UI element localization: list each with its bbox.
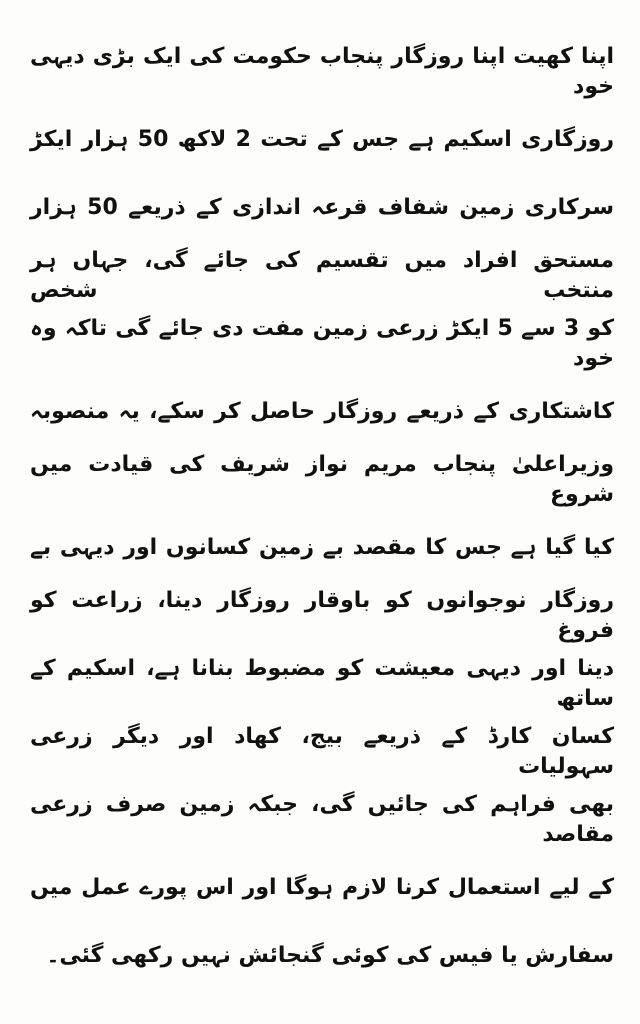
text-line: کو 3 سے 5 ایکڑ زرعی زمین مفت دی جائے گی تاکہ وہ خود — [30, 316, 615, 371]
text-line: اپنا کھیت اپنا روزگار پنجاب حکومت کی ایک بڑی دیہی خود — [30, 44, 614, 99]
article-text — [30, 38, 614, 990]
text-line: کاشتکاری کے ذریعے روزگار حاصل کر سکے، یہ منصوبہ — [30, 399, 614, 424]
text-line: سفارش یا فیس کی کوئی گنجائش نہیں رکھی گئی۔ — [46, 943, 614, 968]
text-line: سرکاری زمین شفاف قرعہ اندازی کے ذریعے 50 ہزار — [30, 195, 614, 220]
text-line-row — [30, 174, 614, 242]
text-line: وزیراعلیٰ پنجاب مریم نواز شریف کی قیادت میں شروع — [30, 452, 614, 507]
text-line-row — [30, 854, 614, 922]
text-line: روزگاری اسکیم ہے جس کے تحت 2 لاکھ 50 ہزار ایکڑ — [30, 127, 615, 152]
text-line-row — [30, 718, 614, 786]
text-line-row — [30, 922, 614, 990]
text-line: کسان کارڈ کے ذریعے بیج، کھاد اور دیگر زرعی سہولیات — [30, 724, 614, 779]
text-line-row — [30, 446, 614, 514]
text-line: روزگار نوجوانوں کو باوقار روزگار دینا، زراعت کو فروغ — [30, 588, 614, 643]
text-line-row — [30, 106, 614, 174]
text-line-row — [30, 38, 614, 106]
text-line-row — [30, 242, 614, 310]
text-line-row — [30, 582, 614, 650]
text-line-row — [30, 378, 614, 446]
text-line-row — [30, 650, 614, 718]
text-line: بھی فراہم کی جائیں گی، جبکہ زمین صرف زرعی مقاصد — [30, 792, 614, 847]
text-line: دینا اور دیہی معیشت کو مضبوط بنانا ہے، اسکیم کے ساتھ — [30, 656, 614, 711]
text-line: مستحق افراد میں تقسیم کی جائے گی، جہاں ہر منتخب شخص — [30, 248, 614, 303]
text-line-row — [30, 786, 614, 854]
text-line: کے لیے استعمال کرنا لازم ہوگا اور اس پورے عمل میں — [30, 875, 614, 900]
text-line-row — [30, 514, 614, 582]
text-line-row — [30, 310, 614, 378]
text-line: کیا گیا ہے جس کا مقصد بے زمین کسانوں اور دیہی بے — [30, 535, 614, 560]
